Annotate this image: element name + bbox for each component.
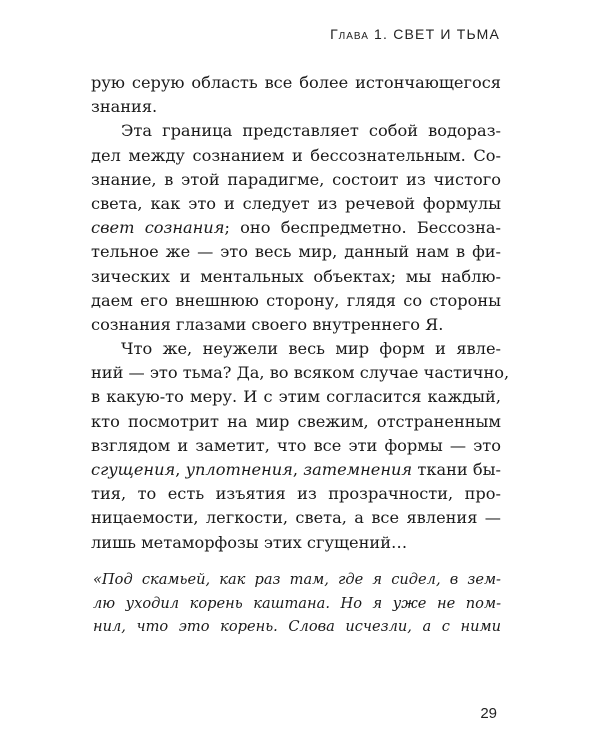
body-line xyxy=(91,458,501,482)
body-line xyxy=(91,313,501,337)
text-run: рую серую область все более истончающегося xyxy=(91,73,501,92)
body-line xyxy=(91,71,501,95)
body-line xyxy=(91,265,501,289)
text-run: ткани бы- xyxy=(412,460,501,479)
running-head-chapter-word: Глава xyxy=(330,26,369,42)
body-line xyxy=(91,240,501,264)
paragraph-first-line xyxy=(91,119,501,143)
body-line xyxy=(91,95,501,119)
body-line xyxy=(91,531,501,555)
text-run: знания. xyxy=(91,97,158,117)
body-line xyxy=(91,434,501,458)
quote-line: лю уходил корень каштана. Но я уже не пом- xyxy=(93,594,501,612)
page-number: 29 xyxy=(480,705,497,722)
block-quote xyxy=(93,568,501,639)
text-run: сознания глазами своего внутреннего Я. xyxy=(91,314,444,334)
text-run: знание, в этой парадигме, состоит из чистого xyxy=(91,169,501,189)
italic-run: сгущения xyxy=(91,460,176,479)
text-run: даем его внешнюю сторону, глядя со стороны xyxy=(91,290,501,310)
italic-run: затемнения xyxy=(303,460,413,479)
text-run: дел между сознанием и бессознательным. Со- xyxy=(91,145,501,165)
italic-run: уплотнения xyxy=(185,460,293,479)
text-run: , xyxy=(292,460,304,479)
quote-line: нил, что это корень. Слова исчезли, а с ними xyxy=(93,618,501,635)
paragraph-first-line xyxy=(91,337,501,361)
text-run: зических и ментальных объектах; мы наблю- xyxy=(91,266,501,286)
text-run: кто посмотрит на мир свежим, отстраненным xyxy=(91,411,501,431)
text-run: , xyxy=(175,460,186,479)
body-text xyxy=(91,71,510,555)
body-line xyxy=(91,361,510,385)
body-line xyxy=(91,385,501,409)
text-run: ницаемости, легкости, света, а все явления — xyxy=(91,508,501,528)
body-line xyxy=(91,192,501,216)
running-head xyxy=(330,26,500,42)
body-line xyxy=(91,289,501,313)
quote-line: «Под скамьей, как раз там, где я сидел, в зем- xyxy=(93,571,501,588)
text-run: ний — это тьма? Да, во всяком случае частично, xyxy=(91,363,510,383)
body-line xyxy=(91,482,501,506)
running-head-chapter-title: СВЕТ И ТЬМА xyxy=(393,26,500,42)
body-line xyxy=(91,168,501,192)
text-run: тельное же — это весь мир, данный нам в фи- xyxy=(91,242,501,262)
text-run: взглядом и заметит, что все эти формы — это xyxy=(91,435,501,455)
italic-run: свет сознания xyxy=(91,218,225,238)
body-line xyxy=(91,506,501,530)
text-run: лишь метаморфозы этих сгущений… xyxy=(91,532,408,552)
text-run: в какую-то меру. И с этим согласится каждый, xyxy=(91,387,501,407)
text-run: света, как это и следует из речевой формулы xyxy=(91,193,501,213)
running-head-chapter-number: 1. xyxy=(374,26,389,42)
text-run: тия, то есть изъятия из прозрачности, про- xyxy=(91,484,501,504)
body-line xyxy=(91,410,501,434)
body-line xyxy=(91,216,501,240)
text-run: ; оно беспредметно. Бессозна- xyxy=(224,218,501,238)
text-run: Что же, неужели весь мир форм и явле- xyxy=(121,339,501,359)
text-run: Эта граница представляет собой водораз- xyxy=(121,121,501,141)
body-line xyxy=(91,144,501,168)
